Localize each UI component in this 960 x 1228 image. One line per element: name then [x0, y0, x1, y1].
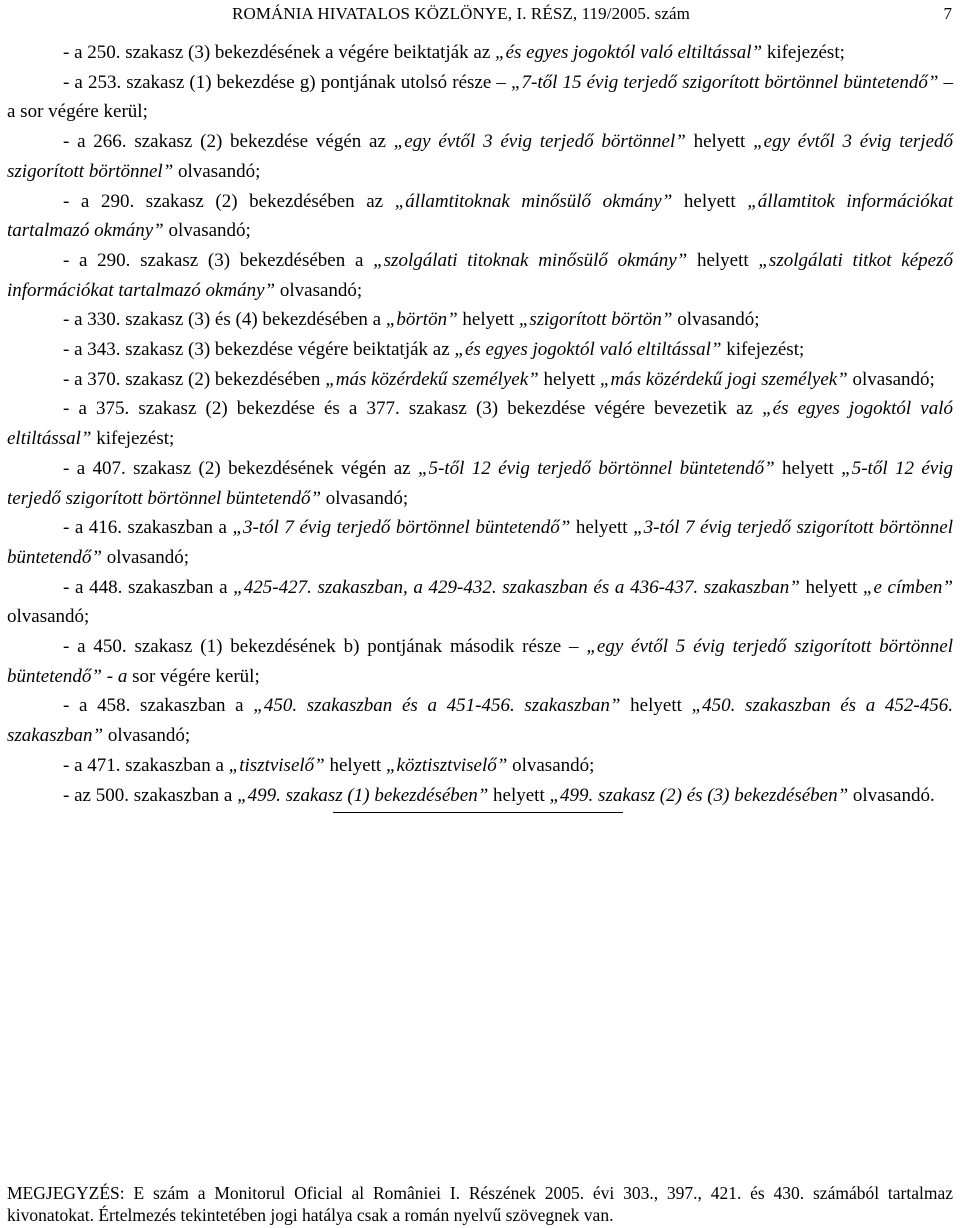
quoted-phrase: „5-től 12 évig terjedő börtönnel büntetendő” [417, 457, 775, 479]
paragraph-text: olvasandó; [321, 487, 409, 509]
paragraph-text: helyett [799, 576, 863, 598]
quoted-phrase: „és egyes jogoktól való eltiltással” [495, 42, 763, 63]
paragraph-text: helyett [570, 517, 634, 539]
header-title: ROMÁNIA HIVATALOS KÖZLÖNYE, I. RÉSZ, 119/2005. szám [232, 4, 690, 23]
quoted-phrase: „499. szakasz (2) és (3) bekezdésében” [549, 784, 849, 806]
paragraph-text: kifejezést; [762, 42, 845, 63]
quoted-phrase: „tisztviselő” [228, 754, 325, 776]
paragraph-text: - a 450. szakasz (1) bekezdésének b) pontjának második része – [63, 636, 587, 658]
amendment-paragraph [7, 781, 953, 811]
paragraph-text: olvasandó; [507, 754, 595, 776]
amendment-paragraph [7, 365, 953, 395]
section-divider [333, 812, 623, 813]
amendment-paragraph [7, 751, 953, 781]
quoted-phrase: „börtön” [385, 309, 458, 331]
paragraph-text: - a 330. szakasz (3) és (4) bekezdésében a [63, 309, 386, 331]
paragraph-text: olvasandó; [7, 606, 90, 628]
amendment-paragraph [7, 335, 953, 365]
paragraph-text: helyett [672, 190, 748, 212]
paragraph-text: helyett [620, 695, 692, 717]
paragraph-text: - a 250. szakasz (3) bekezdésének a végére beiktatják az [63, 42, 496, 63]
paragraph-text: - a 416. szakaszban a [63, 517, 233, 539]
paragraph-text: helyett [774, 457, 842, 479]
quoted-phrase: „450. szakaszban és a 452-456. szakaszban” [7, 695, 954, 747]
amendment-paragraph [7, 38, 953, 68]
quoted-phrase: „3-tól 7 évig terjedő börtönnel büntetendő” [232, 517, 571, 539]
paragraph-text: helyett [457, 309, 519, 331]
paragraph-text: olvasandó; [672, 309, 760, 331]
footer-note: MEGJEGYZÉS: E szám a Monitorul Oficial al României I. Részének 2005. évi 303., 397., 421. és 430. számából tartalmaz kivonatokat. Értelmezés tekintetében jogi hatálya csak a román nyelvű szövegnek van. [7, 1183, 953, 1225]
amendment-paragraph [7, 127, 953, 186]
paragraph-text: – a sor végére kerül; [7, 71, 953, 123]
paragraph-text: olvasandó; [847, 368, 935, 390]
paragraph-text: sor végére kerül; [127, 665, 260, 687]
quoted-phrase: „más közérdekű jogi személyek” [599, 368, 848, 390]
quoted-phrase: „szigorított börtön” [518, 309, 673, 331]
paragraph-text: helyett [488, 784, 550, 806]
paragraph-text: - a 266. szakasz (2) bekezdése végén az [63, 131, 394, 153]
paragraph-text: - a 407. szakasz (2) bekezdésének végén az [63, 457, 418, 479]
quoted-phrase: „5-től 12 évig terjedő szigorított börtönnel büntetendő” [7, 457, 953, 509]
page-header [0, 4, 960, 30]
page-number: 7 [943, 4, 952, 23]
quoted-phrase: „425-427. szakaszban, a 429-432. szakaszban és a 436-437. szakaszban” [233, 576, 800, 598]
quoted-phrase: „szolgálati titoknak minősülő okmány” [373, 249, 688, 271]
paragraph-text: - a 290. szakasz (2) bekezdésében az [63, 190, 395, 212]
paragraph-text: olvasandó; [163, 220, 251, 242]
quoted-phrase: „államtitok információkat tartalmazó okmány” [7, 190, 954, 242]
quoted-phrase: „499. szakasz (1) bekezdésében” [237, 784, 489, 806]
amendment-paragraph [7, 305, 953, 335]
amendment-paragraph [7, 513, 953, 572]
paragraph-text: helyett [538, 368, 600, 390]
paragraph-text: olvasandó; [275, 279, 363, 301]
quoted-phrase: „450. szakaszban és a 451-456. szakaszban” [253, 695, 621, 717]
quoted-phrase: „egy évtől 3 évig terjedő börtönnel” [393, 131, 686, 153]
paragraph-text: olvasandó; [102, 546, 190, 568]
amendment-paragraph [7, 187, 953, 246]
amendment-paragraph [7, 68, 953, 127]
quoted-phrase: „e címben” [862, 576, 953, 598]
amendment-paragraph [7, 454, 953, 513]
quoted-phrase: „egy évtől 5 évig terjedő szigorított börtönnel büntetendő” - a [7, 636, 953, 687]
amendment-paragraph [7, 394, 953, 453]
paragraph-text: olvasandó. [848, 784, 935, 806]
quoted-phrase: „más közérdekű személyek” [325, 368, 539, 390]
quoted-phrase: „szolgálati titkot képező információkat tartalmazó okmány” [7, 249, 953, 301]
quoted-phrase: „államtitoknak minősülő okmány” [394, 190, 673, 212]
quoted-phrase: „egy évtől 3 évig terjedő szigorított börtönnel” [7, 131, 954, 182]
paragraph-text: - a 253. szakasz (1) bekezdése g) pontjának utolsó része – [63, 71, 511, 93]
paragraph-text: helyett [685, 131, 754, 153]
paragraph-text: - a 375. szakasz (2) bekezdése és a 377. szakasz (3) bekezdése végére bevezetik az [63, 398, 763, 420]
amendment-paragraph [7, 246, 953, 305]
paragraph-text: olvasandó; [103, 725, 191, 747]
paragraph-text: - a 343. szakasz (3) bekezdése végére beiktatják az [63, 339, 455, 361]
quoted-phrase: „7-től 15 évig terjedő szigorított börtönnel büntetendő” [510, 71, 939, 93]
paragraph-text: helyett [687, 249, 759, 271]
paragraph-text: kifejezést; [721, 339, 805, 361]
amendment-paragraph [7, 691, 953, 750]
quoted-phrase: „3-tól 7 évig terjedő szigorított börtönnel büntetendő” [7, 517, 953, 568]
paragraph-text: kifejezést; [91, 428, 175, 450]
paragraph-text: - a 448. szakaszban a [63, 576, 234, 598]
quoted-phrase: „és egyes jogoktól való eltiltással” [7, 398, 953, 450]
paragraph-text: - a 471. szakaszban a [63, 754, 229, 776]
paragraph-text: helyett [324, 754, 386, 776]
quoted-phrase: „és egyes jogoktól való eltiltással” [454, 339, 722, 361]
paragraph-text: - a 370. szakasz (2) bekezdésében [63, 368, 326, 390]
paragraph-text: - a 458. szakaszban a [63, 695, 254, 717]
paragraph-text: - az 500. szakaszban a [63, 784, 238, 806]
document-body [7, 38, 953, 810]
paragraph-text: olvasandó; [173, 160, 261, 182]
paragraph-text: - a 290. szakasz (3) bekezdésében a [63, 249, 374, 271]
amendment-paragraph [7, 632, 953, 691]
amendment-paragraph [7, 573, 953, 632]
quoted-phrase: „köztisztviselő” [385, 754, 508, 776]
